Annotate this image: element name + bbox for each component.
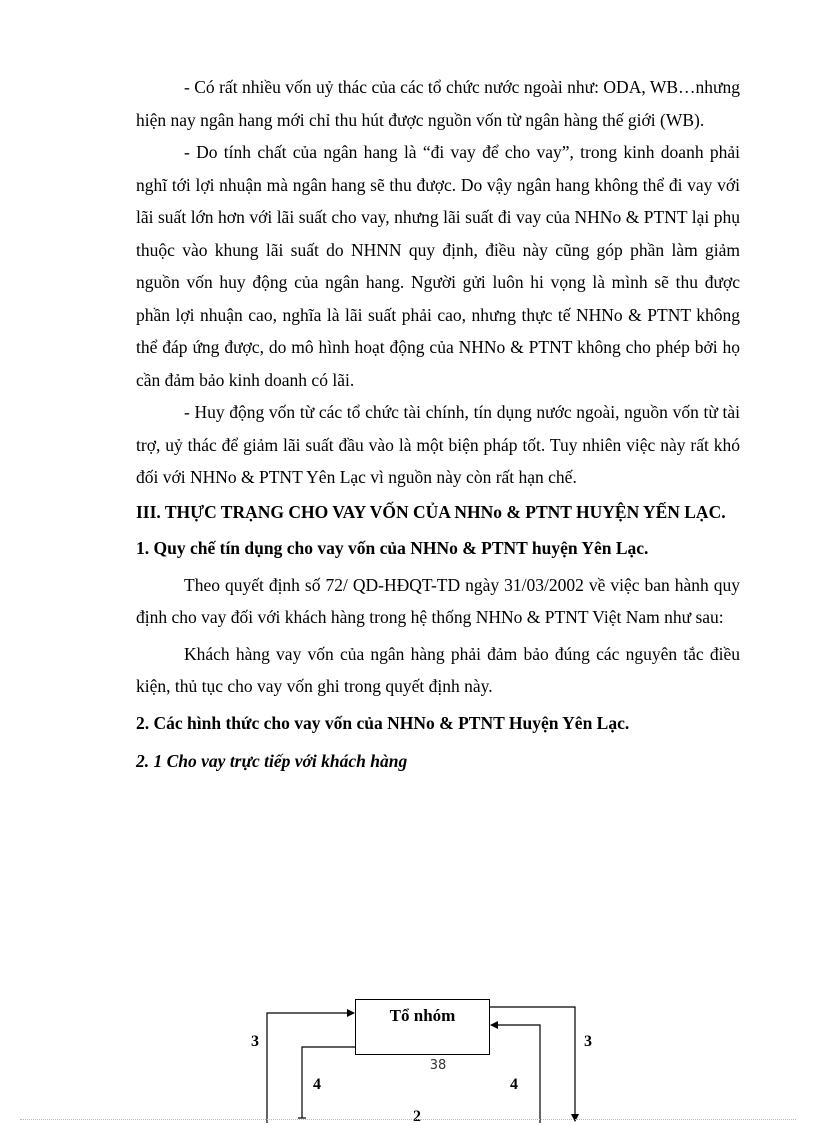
paragraph-customer-requirements: Khách hàng vay vốn của ngân hàng phải đảm bảo đúng các nguyên tắc điều kiện, thủ tục cho vay vốn ghi trong quyết định này.	[136, 643, 740, 696]
paragraph-foreign-trust-funds: - Có rất nhiều vốn uỷ thác của các tổ chức nước ngoài như: ODA, WB…nhưng hiện nay ngân hang mới chỉ thu hút được nguồn vốn từ ngân hàng thế giới (WB).	[136, 77, 740, 130]
paragraph-foreign-funding: - Huy động vốn từ các tổ chức tài chính, tín dụng nước ngoài, nguồn vốn từ tài trợ, uỷ thác để giảm lãi suất đầu vào là một biện pháp tốt. Tuy nhiên việc này rất khó đối với NHNo & PTNT Yên Lạc vì nguồn này còn rất hạn chế.	[136, 402, 740, 487]
label-3-right: 3	[584, 1033, 592, 1050]
arrow-left-inner	[302, 1047, 355, 1118]
paragraph-interest-rate: - Do tính chất của ngân hang là “đi vay để cho vay”, trong kinh doanh phải nghĩ tới lợi nhuận mà ngân hang sẽ thu được. Do vậy ngân hang không thể đi vay với lãi suất lớn hơn với lãi suất cho vay, nhưng lãi suất đi vay của NHNo & PTNT lại phụ thuộc vào khung lãi suất do NHNN quy định, điều này cũng góp phần làm giảm nguồn vốn huy động của ngân hang. Người gửi luôn hi vọng là mình sẽ thu được phần lợi nhuận cao, nghĩa là lãi suất phải cao, nhưng thực tế NHNo & PTNT không thể đáp ứng được, do mô hình hoạt động của NHNo & PTNT không cho phép bởi họ cần đảm bảo kinh doanh có lãi.	[136, 142, 740, 390]
group-box	[355, 999, 490, 1055]
subsection-2-heading: 2. Các hình thức cho vay vốn của NHNo & PTNT Huyện Yên Lạc.	[136, 712, 630, 733]
section-heading: III. THỰC TRẠNG CHO VAY VỐN CỦA NHNo & PTNT HUYỆN YẾN LẠC.	[136, 501, 726, 522]
subsection-2-1-heading: 2. 1 Cho vay trực tiếp với khách hàng	[136, 751, 408, 771]
paragraph-decision-72: Theo quyết định số 72/ QD-HĐQT-TD ngày 31/03/2002 về việc ban hành quy định cho vay đối với khách hàng trong hệ thống NHNo & PTNT Việt Nam như sau:	[136, 574, 740, 627]
label-4-right: 4	[510, 1076, 518, 1093]
label-4-left: 4	[313, 1076, 321, 1093]
arrow-right-outer	[490, 1007, 575, 1121]
arrow-right-inner	[491, 1025, 540, 1123]
subsection-1-heading: 1. Quy chế tín dụng cho vay vốn của NHNo & PTNT huyện Yên Lạc.	[136, 538, 649, 558]
label-3-left: 3	[251, 1033, 259, 1050]
arrow-left-outer	[267, 1013, 354, 1123]
group-box-label: Tổ nhóm	[389, 1006, 456, 1025]
label-2-bottom: 2	[413, 1108, 421, 1125]
page-bottom-divider	[20, 1119, 796, 1120]
page-number: 38	[429, 1058, 447, 1073]
